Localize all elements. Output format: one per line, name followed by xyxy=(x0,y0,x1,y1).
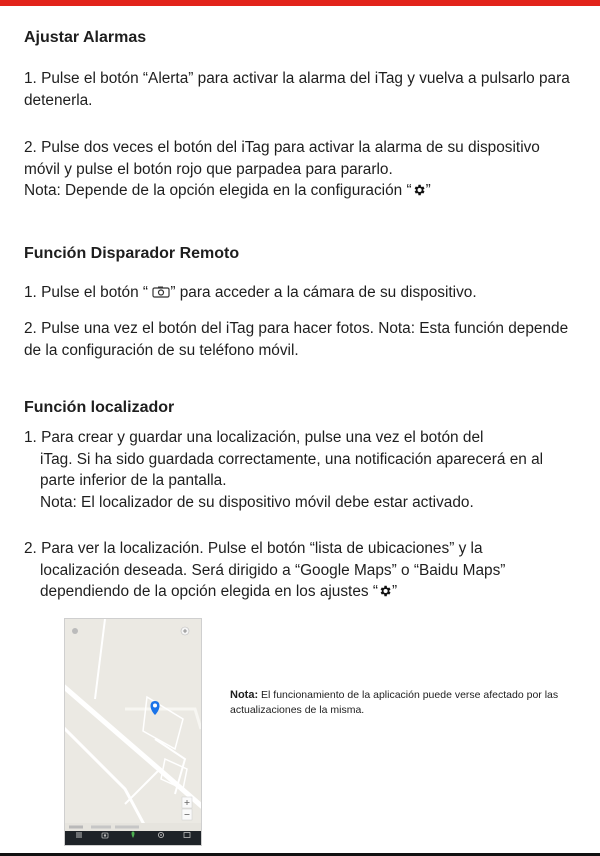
locator-step-2-first: 2. Para ver la localización. Pulse el botón “lista de ubicaciones” y la xyxy=(24,540,483,557)
phone-nav-bar xyxy=(65,831,201,845)
map-view xyxy=(65,619,201,845)
gear-icon xyxy=(412,183,426,197)
settings-nav-icon xyxy=(157,831,165,839)
alarms-note-text: Nota: Depende de la opción elegida en la configuración xyxy=(24,182,403,199)
locator-step-2-rest: localización deseada. Será dirigido a “Google Maps” o “Baidu Maps” dependiendo de la opción elegida en los ajustes xyxy=(40,561,506,600)
remote-step-1: 1. Pulse el botón “ ” para acceder a la cámara de su dispositivo. xyxy=(24,284,477,301)
alarms-note: Nota: Depende de la opción elegida en la configuración “ ” xyxy=(24,182,431,199)
map-note-label: Nota: xyxy=(230,689,259,701)
alarms-heading: Ajustar Alarmas xyxy=(24,29,147,46)
camera-nav-icon xyxy=(101,831,109,839)
map-note-text: El funcionamiento de la aplicación puede verse afectado por las actualizaciones de la misma. xyxy=(230,689,559,716)
alarms-step-2-text: 2. Pulse dos veces el botón del iTag para activar la alarma de su dispositivo móvil y pulse el botón rojo que parpadea para pararlo. xyxy=(24,139,540,178)
locator-step-1-note: Nota: El localizador de su dispositivo móvil debe estar activado. xyxy=(40,493,474,511)
remote-step-2: 2. Pulse una vez el botón del iTag para hacer fotos. Nota: Esta función depende de la configuración de su teléfono móvil. xyxy=(24,320,569,359)
locator-step-1-rest: iTag. Si ha sido guardada correctamente, una notificación aparecerá en al parte inferior de la pantalla. xyxy=(40,450,544,489)
alarms-step-1: 1. Pulse el botón “Alerta” para activar la alarma del iTag y vuelva a pulsarlo para detenerla. xyxy=(24,70,570,109)
camera-icon xyxy=(152,286,170,298)
map-screenshot xyxy=(64,618,202,846)
menu-icon xyxy=(75,831,83,839)
gear-icon xyxy=(378,584,392,598)
locator-step-2-rest-wrap: localización deseada. Será dirigido a “Google Maps” o “Baidu Maps” dependiendo de la opción elegida en los ajustes “ ” xyxy=(40,561,506,600)
locator-heading: Función localizador xyxy=(24,399,175,416)
remote-step-1-before: 1. Pulse el botón xyxy=(24,284,139,301)
locator-step-2 xyxy=(24,538,580,603)
remote-heading: Función Disparador Remoto xyxy=(24,245,240,262)
list-nav-icon xyxy=(183,831,191,839)
remote-step-1-after: para acceder a la cámara de su dispositivo. xyxy=(179,284,477,301)
map-note xyxy=(230,688,560,718)
location-nav-icon xyxy=(129,831,137,839)
alarms-step-2 xyxy=(24,137,580,202)
locator-step-1 xyxy=(24,427,580,513)
top-accent-bar xyxy=(0,0,600,6)
locator-step-1-first: 1. Para crear y guardar una localización, pulse una vez el botón del xyxy=(24,429,484,446)
